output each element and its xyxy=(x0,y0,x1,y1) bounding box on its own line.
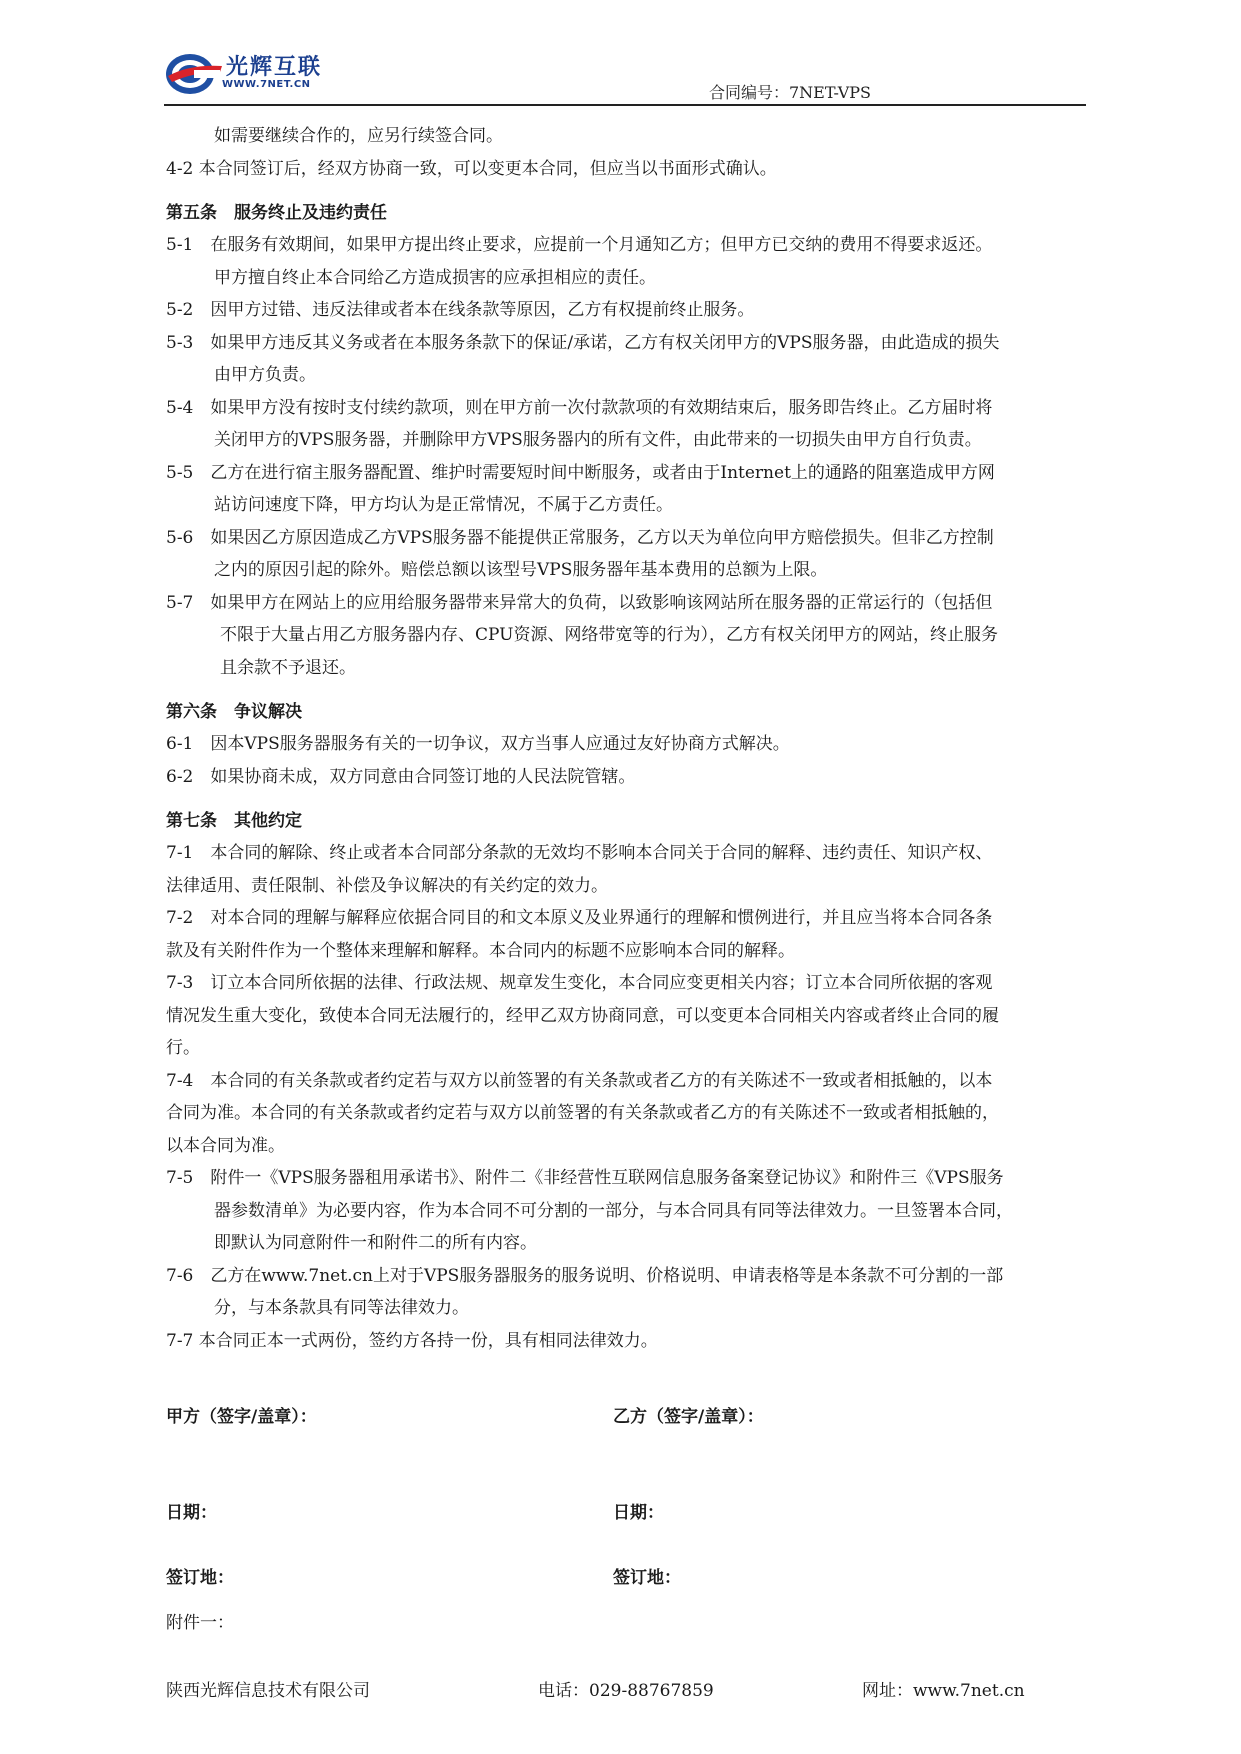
party-a-signature-label: 甲方（签字/盖章）： xyxy=(166,1407,317,1427)
clause-5-6-cont: 之内的原因引起的除外。赔偿总额以该型号VPS服务器年基本费用的总额为上限。 xyxy=(214,560,828,580)
section-7-title: 第七条 其他约定 xyxy=(166,811,302,831)
footer-company: 陕西光辉信息技术有限公司 xyxy=(166,1681,370,1701)
clause-6-2: 6-2 如果协商未成，双方同意由合同签订地的人民法院管辖。 xyxy=(166,766,636,787)
clause-5-7-cont: 且余款不予退还。 xyxy=(220,657,356,678)
clause-7-3: 7-3 订立本合同所依据的法律、行政法规、规章发生变化，本合同应变更相关内容；订立本合同所依据的客观 xyxy=(166,973,993,993)
clause-5-3-cont: 由甲方负责。 xyxy=(214,365,316,385)
party-a-date-label: 日期： xyxy=(166,1503,217,1523)
clause-7-3-cont: 情况发生重大变化，致使本合同无法履行的，经甲乙双方协商同意，可以变更本合同相关内容或者终止合同的履 xyxy=(166,1005,999,1026)
clause-7-4-cont: 合同为准。本合同的有关条款或者约定若与双方以前签署的有关条款或者乙方的有关陈述不一致或者相抵触的， xyxy=(166,1103,999,1123)
attachment-label: 附件一： xyxy=(166,1613,234,1633)
footer-website: 网址：www.7net.cn xyxy=(862,1681,1025,1701)
clause-4-2: 4-2 本合同签订后，经双方协商一致，可以变更本合同，但应当以书面形式确认。 xyxy=(166,158,777,179)
clause-7-2: 7-2 对本合同的理解与解释应依据合同目的和文本原义及业界通行的理解和惯例进行，并且应当将本合同各条 xyxy=(166,908,993,928)
clause-7-5-cont: 器参数清单》为必要内容，作为本合同不可分割的一部分，与本合同具有同等法律效力。一旦签署本合同， xyxy=(214,1200,1013,1221)
clause-5-2: 5-2 因甲方过错、违反法律或者本在线条款等原因，乙方有权提前终止服务。 xyxy=(166,300,755,320)
page-header xyxy=(164,44,1086,108)
clause-5-1-cont: 甲方擅自终止本合同给乙方造成损害的应承担相应的责任。 xyxy=(214,267,656,288)
clause-5-5: 5-5 乙方在进行宿主服务器配置、维护时需要短时间中断服务，或者由于Internet上的通路的阻塞造成甲方网 xyxy=(166,462,995,483)
contract-body xyxy=(166,120,1094,1357)
clause-5-4-cont: 关闭甲方的VPS服务器，并删除甲方VPS服务器内的所有文件，由此带来的一切损失由甲方自行负责。 xyxy=(214,430,982,450)
clause-7-6: 7-6 乙方在www.7net.cn上对于VPS服务器服务的服务说明、价格说明、申请表格等是本条款不可分割的一部 xyxy=(166,1265,1004,1286)
clause-7-7: 7-7 本合同正本一式两份，签约方各持一份，具有相同法律效力。 xyxy=(166,1330,658,1351)
clause-5-7: 5-7 如果甲方在网站上的应用给服务器带来异常大的负荷，以致影响该网站所在服务器的正常运行的（包括但 xyxy=(166,592,993,613)
clause-5-7-cont: 不限于大量占用乙方服务器内存、CPU资源、网络带宽等的行为），乙方有权关闭甲方的网站，终止服务 xyxy=(220,625,998,645)
party-b-signature-label: 乙方（签字/盖章）： xyxy=(613,1407,764,1427)
clause-5-5-cont: 站访问速度下降，甲方均认为是正常情况，不属于乙方责任。 xyxy=(214,495,673,515)
logo-name: 光辉互联 xyxy=(226,55,323,80)
clause-7-2-cont: 款及有关附件作为一个整体来理解和解释。本合同内的标题不应影响本合同的解释。 xyxy=(166,940,795,961)
paragraph-line: 如需要继续合作的，应另行续签合同。 xyxy=(214,126,503,146)
clause-7-6-cont: 分，与本条款具有同等法律效力。 xyxy=(214,1298,469,1318)
party-a-place-label: 签订地： xyxy=(166,1568,234,1588)
clause-7-5-cont: 即默认为同意附件一和附件二的所有内容。 xyxy=(214,1233,537,1253)
clause-7-1: 7-1 本合同的解除、终止或者本合同部分条款的无效均不影响本合同关于合同的解释、违约责任、知识产权、 xyxy=(166,843,993,863)
logo-globe-icon xyxy=(164,46,224,98)
header-divider xyxy=(164,104,1086,106)
clause-5-3: 5-3 如果甲方违反其义务或者在本服务条款下的保证/承诺，乙方有权关闭甲方的VPS服务器，由此造成的损失 xyxy=(166,332,1000,353)
clause-7-4-cont: 以本合同为准。 xyxy=(166,1135,285,1156)
clause-5-4: 5-4 如果甲方没有按时支付续约款项，则在甲方前一次付款款项的有效期结束后，服务即告终止。乙方届时将 xyxy=(166,397,993,418)
clause-5-6: 5-6 如果因乙方原因造成乙方VPS服务器不能提供正常服务，乙方以天为单位向甲方赔偿损失。但非乙方控制 xyxy=(166,527,994,548)
logo-url: WWW.7NET.CN xyxy=(222,79,311,90)
company-logo xyxy=(164,46,344,98)
clause-7-3-cont: 行。 xyxy=(166,1038,200,1058)
clause-7-5: 7-5 附件一《VPS服务器租用承诺书》、附件二《非经营性互联网信息服务备案登记协议》和附件三《VPS服务 xyxy=(166,1168,1004,1188)
section-6-title: 第六条 争议解决 xyxy=(166,702,302,722)
footer-phone: 电话：029-88767859 xyxy=(538,1681,714,1701)
party-b-date-label: 日期： xyxy=(613,1503,664,1523)
clause-5-1: 5-1 在服务有效期间，如果甲方提出终止要求，应提前一个月通知乙方；但甲方已交纳的费用不得要求返还。 xyxy=(166,235,993,255)
clause-7-1-cont: 法律适用、责任限制、补偿及争议解决的有关约定的效力。 xyxy=(166,875,608,896)
clause-6-1: 6-1 因本VPS服务器服务有关的一切争议，双方当事人应通过友好协商方式解决。 xyxy=(166,734,790,754)
contract-number: 合同编号：7NET-VPS xyxy=(709,83,871,102)
section-5-title: 第五条 服务终止及违约责任 xyxy=(166,203,387,223)
clause-7-4: 7-4 本合同的有关条款或者约定若与双方以前签署的有关条款或者乙方的有关陈述不一致或者相抵触的，以本 xyxy=(166,1070,993,1091)
party-b-place-label: 签订地： xyxy=(613,1568,681,1588)
